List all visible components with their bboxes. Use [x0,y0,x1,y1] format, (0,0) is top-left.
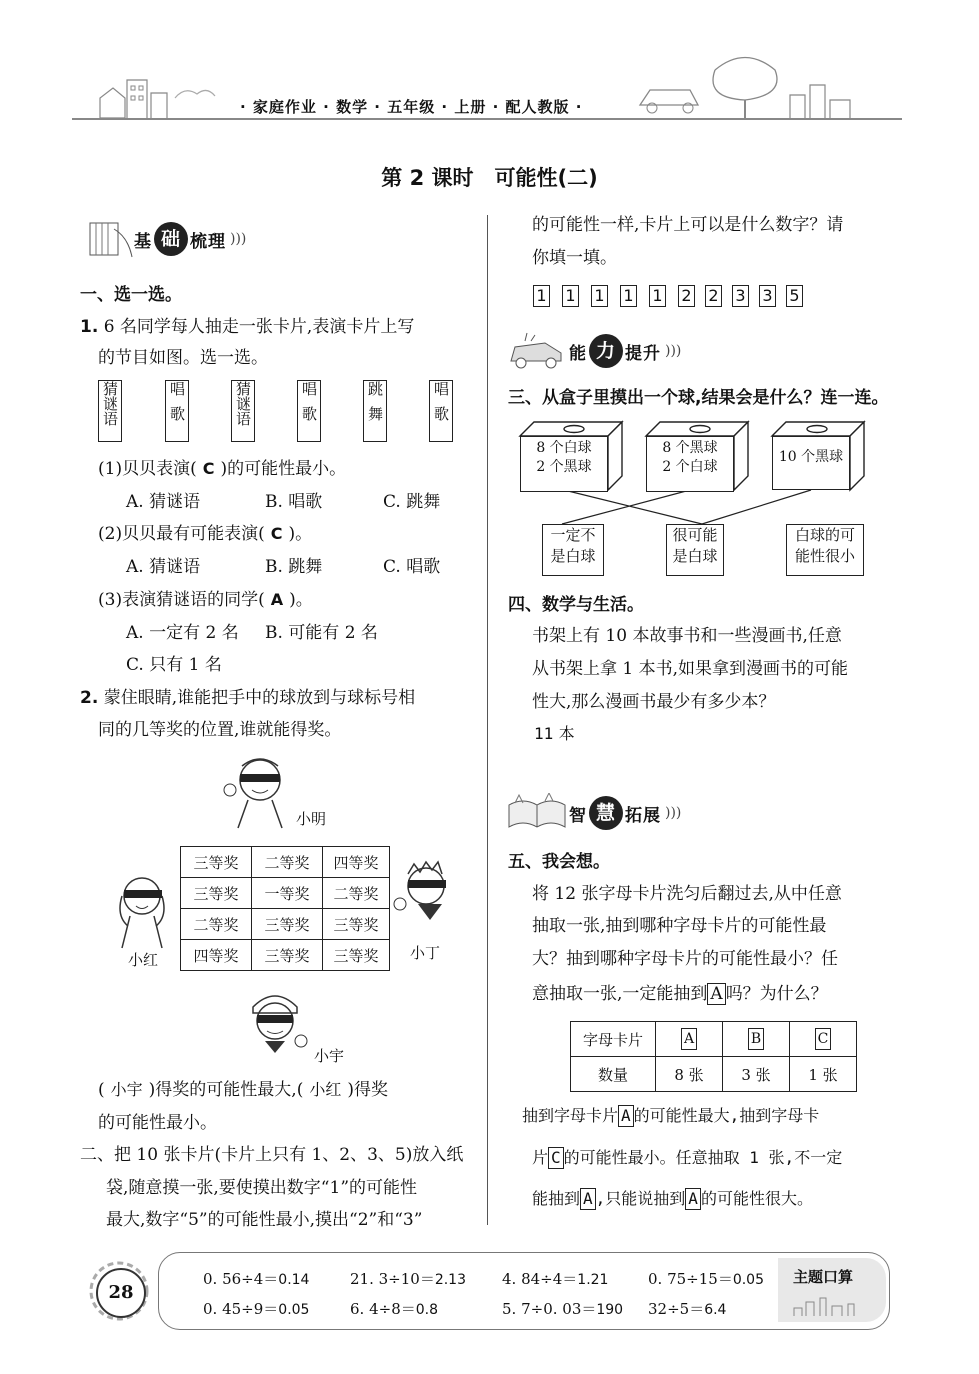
calc-answer: 0.05 [278,1302,310,1318]
skyline-icon [792,1294,872,1318]
q1-sub2-answer: C [270,524,283,543]
mental-math-label-panel [778,1258,886,1322]
q-er-line3: 最大,数字“5”的可能性最小,摸出“2”和“3” [106,1210,423,1230]
calc-item [502,1268,608,1289]
letter-box: A [685,1188,701,1210]
q-san-heading: 三、从盒子里摸出一个球,结果会是什么？连一连。 [508,388,889,408]
prize-cell: 四等奖 [323,847,390,878]
result-box-2 [666,524,724,576]
blindfolded-boy-bottom-icon [235,985,315,1069]
calc-answer: 0.8 [415,1302,439,1318]
number-card: 2 [678,285,695,307]
ball-box-1 [520,436,608,492]
calc-question: 0. 56÷4＝ [203,1270,279,1288]
program-card-text: 唱歌 [300,381,318,431]
q1-sub3 [98,588,313,612]
section-label-mid: 力 [589,334,623,368]
q-si-answer-number: 11 [534,724,554,743]
number-card: 1 [562,285,579,307]
program-card-text: 跳舞 [366,381,384,431]
letter-box: A [681,1028,697,1050]
q-wu-ans3-b: ,只能说抽到 [595,1189,686,1208]
section-label-b: 提升 [625,343,661,364]
q-wu-line4-b: 吗？为什么？ [725,984,828,1004]
header-title: · 家庭作业 · 数学 · 五年级 · 上册 · 配人教版 · [240,98,583,116]
program-card [165,380,189,442]
header-decoration-right [620,50,890,124]
result-box-2-line1: 很可能 [672,526,718,544]
q-wu-line4 [532,982,828,1006]
table-header: 字母卡片 [571,1022,656,1057]
q-er-line4: 的可能性一样,卡片上可以是什么数字？请 [532,215,844,235]
q-wu-answer-line3 [532,1187,813,1211]
q2-answer-line1 [98,1078,388,1102]
section-badge-ability [505,330,681,372]
prize-cell: 三等奖 [181,847,252,878]
q2-ans-mid: )得奖的可能性最大,( [148,1080,304,1100]
q2-stem-line1: 蒙住眼睛,谁能把手中的球放到与球标号相 [103,688,416,708]
table-cell [656,1022,723,1057]
q-si-line1: 书架上有 10 本故事书和一些漫画书,任意 [532,626,842,646]
toy-car-icon [505,331,569,371]
number-card: 5 [786,285,803,307]
q1-stem [80,315,414,339]
calc-item [203,1268,309,1289]
q1-sub1-post: )的可能性最小。 [220,459,347,479]
q1-sub2-opt-a: A. 猜谜语 [126,557,201,577]
calc-question: 32÷5＝ [648,1300,705,1318]
q1-sub3-opt-c: C. 只有 1 名 [126,655,222,675]
calc-question: 21. 3÷10＝ [350,1270,435,1288]
name-left: 小红 [128,951,159,969]
calc-answer: 190 [596,1302,624,1318]
name-right: 小丁 [410,944,441,962]
calc-question: 5. 7÷0. 03＝ [502,1300,597,1318]
program-card [429,380,453,442]
result-box-3-line1: 白球的可 [794,526,855,544]
q2-ans-open: ( [98,1080,105,1100]
mental-math-label: 主题口算 [793,1268,854,1286]
result-box-1 [542,524,604,576]
q-er-line2: 袋,随意摸一张,要使摸出数字“1”的可能性 [106,1178,418,1198]
result-box-3 [786,524,864,576]
q1-sub2-opt-c: C. 唱歌 [383,557,441,577]
q1-sub1-opt-a: A. 猜谜语 [126,492,201,512]
bookshelf-icon [88,219,134,259]
calc-question: 4. 84÷4＝ [502,1270,578,1288]
program-card [297,380,321,442]
q2-answer-most: 小宇 [110,1080,143,1099]
header-rule [72,118,902,120]
prize-cell: 三等奖 [252,940,323,971]
ball-box-1-line1: 8 个白球 [536,440,592,456]
q1-sub1-opt-b: B. 唱歌 [265,492,323,512]
letter-box: A [707,983,725,1005]
blindfolded-boy-top-icon [218,752,298,836]
letter-box: A [618,1105,634,1127]
table-cell: 3 张 [723,1057,790,1092]
q2-answer-least: 小红 [309,1080,342,1099]
ball-box-2-line1: 8 个黑球 [662,440,718,456]
letter-box: A [580,1188,596,1210]
ball-box-2-line2: 2 个白球 [662,459,718,475]
name-top: 小明 [296,810,327,828]
calc-answer: 2.13 [434,1272,466,1288]
ball-box-3-line1: 10 个黑球 [778,449,844,465]
ball-box-1-line2: 2 个黑球 [536,459,592,475]
q-wu-ans2-a: 片 [532,1148,549,1167]
prize-cell: 三等奖 [181,878,252,909]
section-label-a: 智 [569,805,587,826]
section-badge-wisdom [505,792,681,834]
q1-sub1-answer: C [202,459,215,478]
number-card: 3 [759,285,776,307]
q-er-line1: 二、把 10 张卡片(卡片上只有 1、2、3、5)放入纸 [80,1145,464,1165]
result-box-3-line2: 能性很小 [794,547,855,565]
table-row-label: 数量 [571,1057,656,1092]
table-cell [723,1022,790,1057]
q-si-line2: 从书架上拿 1 本书,如果拿到漫画书的可能 [532,659,849,679]
column-divider [487,215,488,1225]
number-card: 2 [705,285,722,307]
blindfolded-girl-left-icon [108,870,178,954]
q-si-heading: 四、数学与生活。 [508,595,644,615]
number-card: 1 [591,285,608,307]
section-label-b: 拓展 [625,805,661,826]
prize-cell: 一等奖 [252,878,323,909]
q-er-line5: 你填一填。 [532,248,617,268]
q2-number: 2. [80,688,99,708]
q-si-answer-unit: 本 [558,724,575,743]
ball-box-2 [646,436,734,492]
q1-number: 1. [80,317,99,337]
q1-sub3-pre: (3)表演猜谜语的同学( [98,590,265,610]
q1-sub1 [98,457,346,481]
q1-stem-line2: 的节目如图。选一选。 [98,348,268,368]
prize-cell: 三等奖 [252,909,323,940]
prize-grid [180,846,390,971]
number-card: 1 [649,285,666,307]
q-wu-ans3-a: 能抽到 [532,1189,581,1208]
number-card: 1 [620,285,637,307]
q-si-answer [534,722,575,746]
q2-stem [80,686,415,710]
blindfolded-boy-right-icon [390,860,460,944]
number-card: 3 [732,285,749,307]
q-wu-line2: 抽取一张,抽到哪种字母卡片的可能性最 [532,916,827,936]
waves-icon: ))) [230,231,247,247]
q-wu-answer-line1 [522,1104,819,1128]
ball-box-3 [772,436,850,490]
section-label-mid: 础 [154,222,188,256]
section-label-b: 梳理 [190,231,226,252]
q1-sub2-post: )。 [288,524,313,544]
calc-item [502,1298,623,1319]
q-wu-line4-a: 意抽取一张,一定能抽到 [532,984,708,1004]
page-number: 28 [96,1268,146,1318]
prize-cell: 二等奖 [323,878,390,909]
q-wu-line3: 大？抽到哪种字母卡片的可能性最小？任 [532,949,838,969]
waves-icon: ))) [665,343,682,359]
table-cell: 8 张 [656,1057,723,1092]
section-label-a: 基 [134,231,152,252]
calc-question: 0. 75÷15＝ [648,1270,733,1288]
calc-answer: 6.4 [704,1302,727,1318]
q-wu-ans1-b: 的可能性最大,抽到字母卡 [633,1106,820,1125]
lesson-title: 第 2 课时 可能性(二) [381,166,598,190]
calc-item [648,1298,726,1319]
program-card-text: 猜谜语 [101,381,119,426]
prize-cell: 二等奖 [252,847,323,878]
q1-sub2-opt-b: B. 跳舞 [265,557,323,577]
q-wu-ans1-a: 抽到字母卡片 [522,1106,619,1125]
q1-stem-line1: 6 名同学每人抽走一张卡片,表演卡片上写 [103,317,415,337]
q1-heading: 一、选一选。 [80,285,182,305]
q2-stem-line2: 同的几等奖的位置,谁就能得奖。 [98,720,342,740]
q-wu-ans3-c: 的可能性很大。 [700,1189,813,1208]
table-cell: 1 张 [790,1057,857,1092]
section-label-mid: 慧 [589,796,623,830]
q2-ans-end: )得奖 [347,1080,388,1100]
section-label-a: 能 [569,343,587,364]
calc-answer: 1.21 [577,1272,609,1288]
q1-sub3-opt-a: A. 一定有 2 名 [126,623,239,643]
q1-sub3-opt-b: B. 可能有 2 名 [265,623,378,643]
letter-card-table [570,1021,857,1092]
prize-cell: 三等奖 [323,940,390,971]
prize-cell: 三等奖 [323,909,390,940]
calc-item [648,1268,764,1289]
program-card [98,380,122,442]
result-box-2-line2: 是白球 [672,547,718,565]
prize-cell: 二等奖 [181,909,252,940]
q1-sub2-pre: (2)贝贝最有可能表演( [98,524,265,544]
program-card-text: 猜谜语 [234,381,252,426]
q-wu-ans2-b: 的可能性最小。任意抽取 1 张,不一定 [563,1148,843,1167]
name-bottom: 小宇 [314,1047,345,1065]
calc-question: 0. 45÷9＝ [203,1300,279,1318]
open-book-icon [505,793,569,833]
number-card: 1 [533,285,550,307]
section-badge-basic [88,218,246,260]
q-wu-line1: 将 12 张字母卡片洗匀后翻过去,从中任意 [532,884,842,904]
table-cell [790,1022,857,1057]
q2-answer-line2: 的可能性最小。 [98,1113,217,1133]
letter-box: B [748,1028,764,1050]
q-si-line3: 性大,那么漫画书最少有多少本？ [532,692,776,712]
q1-sub2 [98,522,312,546]
program-card-text: 唱歌 [432,381,450,431]
program-card [363,380,387,442]
q1-sub1-opt-c: C. 跳舞 [383,492,441,512]
prize-cell: 四等奖 [181,940,252,971]
letter-box: C [548,1147,564,1169]
calc-item [203,1298,309,1319]
letter-box: C [815,1028,832,1050]
waves-icon: ))) [665,805,682,821]
q1-sub3-post: )。 [289,590,313,610]
calc-item [350,1268,466,1289]
calc-item [350,1298,438,1319]
program-card [231,380,255,442]
result-box-1-line1: 一定不 [550,526,596,544]
program-card-text: 唱歌 [168,381,186,431]
q-wu-answer-line2 [532,1146,842,1170]
calc-question: 6. 4÷8＝ [350,1300,416,1318]
calc-answer: 0.14 [278,1272,310,1288]
result-box-1-line2: 是白球 [550,547,596,565]
header-decoration-left [95,68,225,124]
calc-answer: 0.05 [732,1272,764,1288]
q-wu-heading: 五、我会想。 [508,852,610,872]
q1-sub3-answer: A [270,590,284,609]
q1-sub1-pre: (1)贝贝表演( [98,459,197,479]
